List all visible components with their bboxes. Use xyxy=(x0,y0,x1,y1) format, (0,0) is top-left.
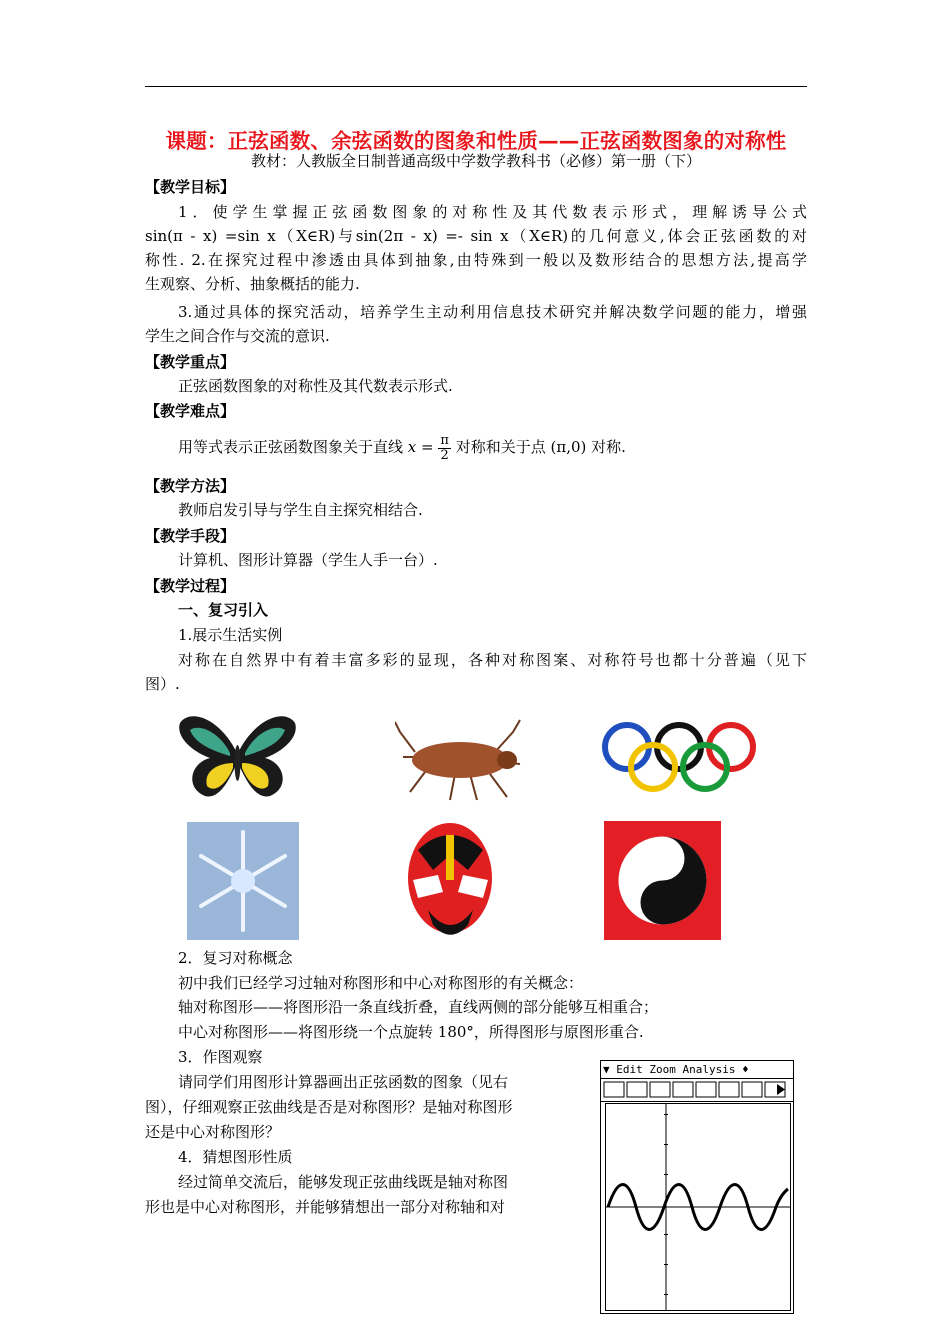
yin-yang-image xyxy=(604,821,721,940)
snowflake-image xyxy=(187,822,299,940)
calculator-toolbar xyxy=(601,1079,793,1102)
difficulty-heading: 【教学难点】 xyxy=(145,402,236,420)
item-2-text-c: 中心对称图形——将图形绕一个点旋转 180°，所得图形与原图形重合. xyxy=(178,1023,644,1041)
opera-mask-image xyxy=(398,820,503,942)
method-text: 教师启发引导与学生自主探究相结合. xyxy=(178,501,423,519)
item-1-heading: 1.展示生活实例 xyxy=(178,626,283,644)
item-2-text-a: 初中我们已经学习过轴对称图形和中心对称图形的有关概念： xyxy=(178,974,584,992)
goals-heading: 【教学目标】 xyxy=(145,178,236,196)
fraction-denominator: 2 xyxy=(440,447,449,463)
process-heading: 【教学过程】 xyxy=(145,577,236,595)
item-1-text-b: 图）. xyxy=(145,675,180,693)
key-text: 正弦函数图象的对称性及其代数表示形式. xyxy=(178,377,453,395)
method-heading: 【教学方法】 xyxy=(145,477,236,495)
difficulty-text-b: 对称和关于点 xyxy=(455,438,546,456)
sine-graph xyxy=(605,1103,791,1311)
item-3-text-a: 请同学们用图形计算器画出正弦函数的图象（见右 xyxy=(178,1073,509,1091)
textbook-line: 教材：人教版全日制普通高级中学数学教科书（必修）第一册（下） xyxy=(250,152,701,170)
difficulty-text-c: 对称. xyxy=(591,438,626,456)
graphing-calculator-screen xyxy=(600,1060,794,1314)
goal-1-line-c: 称性. 2.在探究过程中渗透由具体到抽象,由特殊到一般以及数形结合的思想方法,提高学 xyxy=(145,251,807,269)
butterfly-image xyxy=(175,708,300,808)
goal-1-line-a: 1．使学生掌握正弦函数图象的对称性及其代数表示形式，理解诱导公式 xyxy=(178,203,807,221)
header-rule xyxy=(145,86,807,87)
fraction-numerator: π xyxy=(440,432,449,448)
item-2-heading: 2．复习对称概念 xyxy=(178,949,293,967)
item-2-text-b: 轴对称图形——将图形沿一条直线折叠，直线两侧的部分能够互相重合； xyxy=(178,998,659,1016)
goal-3-line-b: 学生之间合作与交流的意识. xyxy=(145,327,330,345)
equation-x: x = xyxy=(407,438,434,456)
means-text: 计算机、图形计算器（学生人手一台）. xyxy=(178,551,438,569)
page-title: 课题：正弦函数、余弦函数的图象和性质——正弦函数图象的对称性 xyxy=(165,129,787,153)
calculator-menu-bar: ▼ Edit Zoom Analysis ♦ xyxy=(601,1061,793,1079)
olympic-rings-image xyxy=(600,715,760,800)
difficulty-text-a: 用等式表示正弦函数图象关于直线 xyxy=(178,438,404,456)
key-heading: 【教学重点】 xyxy=(145,353,236,371)
goal-1-line-b: sin(π - x) =sin x（X∈R)与sin(2π - x) =- sin x（X∈R)的几何意义,体会正弦函数的对 xyxy=(145,227,807,245)
point-pi-zero: (π,0) xyxy=(550,438,587,456)
difficulty-text xyxy=(178,432,840,463)
item-4-heading: 4．猜想图形性质 xyxy=(178,1148,293,1166)
item-3-heading: 3．作图观察 xyxy=(178,1048,263,1066)
item-3-text-b: 图），仔细观察正弦曲线是否是对称图形？是轴对称图形 xyxy=(145,1098,513,1116)
item-4-text-b: 形也是中心对称图形，并能够猜想出一部分对称轴和对 xyxy=(145,1198,506,1216)
fraction-pi-over-2 xyxy=(438,434,451,463)
goal-1-line-d: 生观察、分析、抽象概括的能力. xyxy=(145,275,360,293)
item-1-text-a: 对称在自然界中有着丰富多彩的显现，各种对称图案、对称符号也都十分普遍（见下 xyxy=(178,651,807,669)
goal-3-line-a: 3.通过具体的探究活动，培养学生主动利用信息技术研究并解决数学问题的能力，增强 xyxy=(178,303,807,321)
item-4-text-a: 经过简单交流后，能够发现正弦曲线既是轴对称图 xyxy=(178,1173,509,1191)
beetle-image xyxy=(395,712,530,807)
part-1-heading: 一、复习引入 xyxy=(178,601,269,619)
means-heading: 【教学手段】 xyxy=(145,527,236,545)
item-3-text-c: 还是中心对称图形？ xyxy=(145,1123,281,1141)
